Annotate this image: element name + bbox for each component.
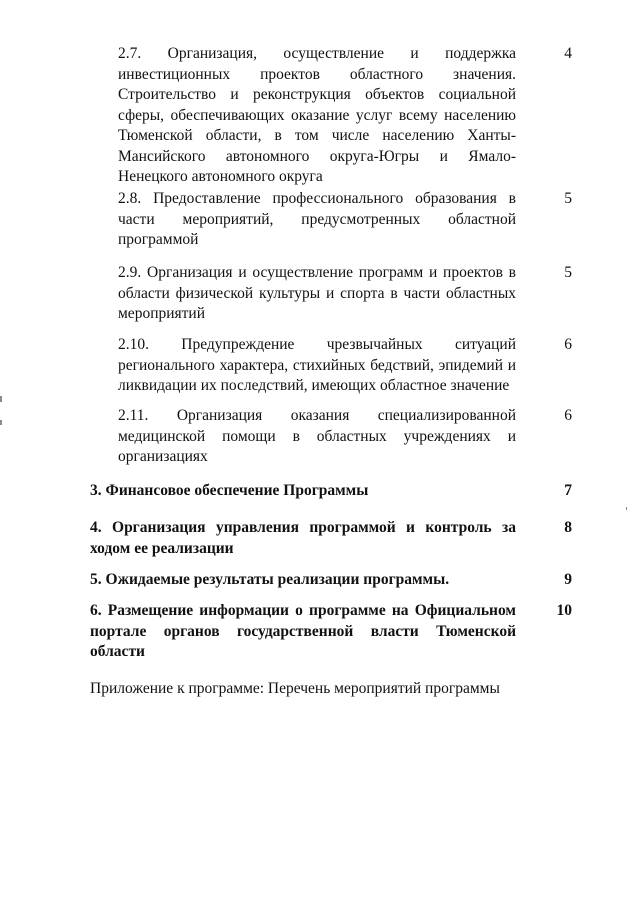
scan-artifact — [626, 507, 627, 510]
toc-entry-2-11 — [118, 406, 516, 468]
toc-entry-text: 2.7. Организация, осуществление и поддержка инвестиционных проектов областного значения. Строительство и реконструкция объектов социальной сферы, обеспечивающих оказание услуг всему населению Тюменской области, в том числе населению Ханты-Мансийского автономного округа-Югры и Ямало-Ненецкого автономного округа — [118, 45, 516, 185]
toc-section-text: 6. Размещение информации о программе на Официальном портале органов государственной власти Тюменской области — [90, 602, 516, 660]
toc-entry-2-8 — [118, 189, 516, 251]
toc-page-number: 10 — [556, 602, 572, 619]
toc-section-6 — [90, 601, 516, 663]
toc-section-3 — [90, 481, 516, 502]
toc-page-number: 5 — [564, 190, 572, 207]
toc-page-number: 6 — [564, 336, 572, 353]
toc-section-text: 4. Организация управления программой и контроль за ходом ее реализации — [90, 519, 516, 557]
appendix-note: Приложение к программе: Перечень мероприятий программы — [90, 680, 500, 697]
toc-entry-text: 2.8. Предоставление профессионального образования в части мероприятий, предусмотренных областной программой — [118, 190, 516, 248]
toc-section-text: 5. Ожидаемые результаты реализации программы. — [90, 571, 450, 588]
toc-page-number: 6 — [564, 407, 572, 424]
toc-page-number: 8 — [564, 519, 572, 536]
scan-artifact — [0, 420, 2, 425]
toc-entry-text: 2.11. Организация оказания специализированной медицинской помощи в областных учреждениях и организациях — [118, 407, 516, 465]
toc-entry-2-10 — [118, 335, 516, 397]
toc-section-text: 3. Финансовое обеспечение Программы — [90, 482, 369, 499]
toc-page-number: 5 — [564, 264, 572, 281]
scan-artifact — [0, 396, 2, 402]
toc-section-4 — [90, 518, 516, 559]
toc-page-number: 4 — [564, 45, 572, 62]
toc-page-number: 7 — [564, 482, 572, 499]
toc-entry-2-7 — [118, 44, 516, 188]
toc-entry-text: 2.9. Организация и осуществление программ и проектов в области физической культуры и спорта в части областных мероприятий — [118, 264, 516, 322]
toc-section-5 — [90, 570, 516, 591]
toc-page-number: 9 — [564, 571, 572, 588]
toc-entry-2-9 — [118, 263, 516, 325]
toc-entry-text: 2.10. Предупреждение чрезвычайных ситуаций регионального характера, стихийных бедствий, эпидемий и ликвидации их последствий, имеющих областное значение — [118, 336, 516, 394]
